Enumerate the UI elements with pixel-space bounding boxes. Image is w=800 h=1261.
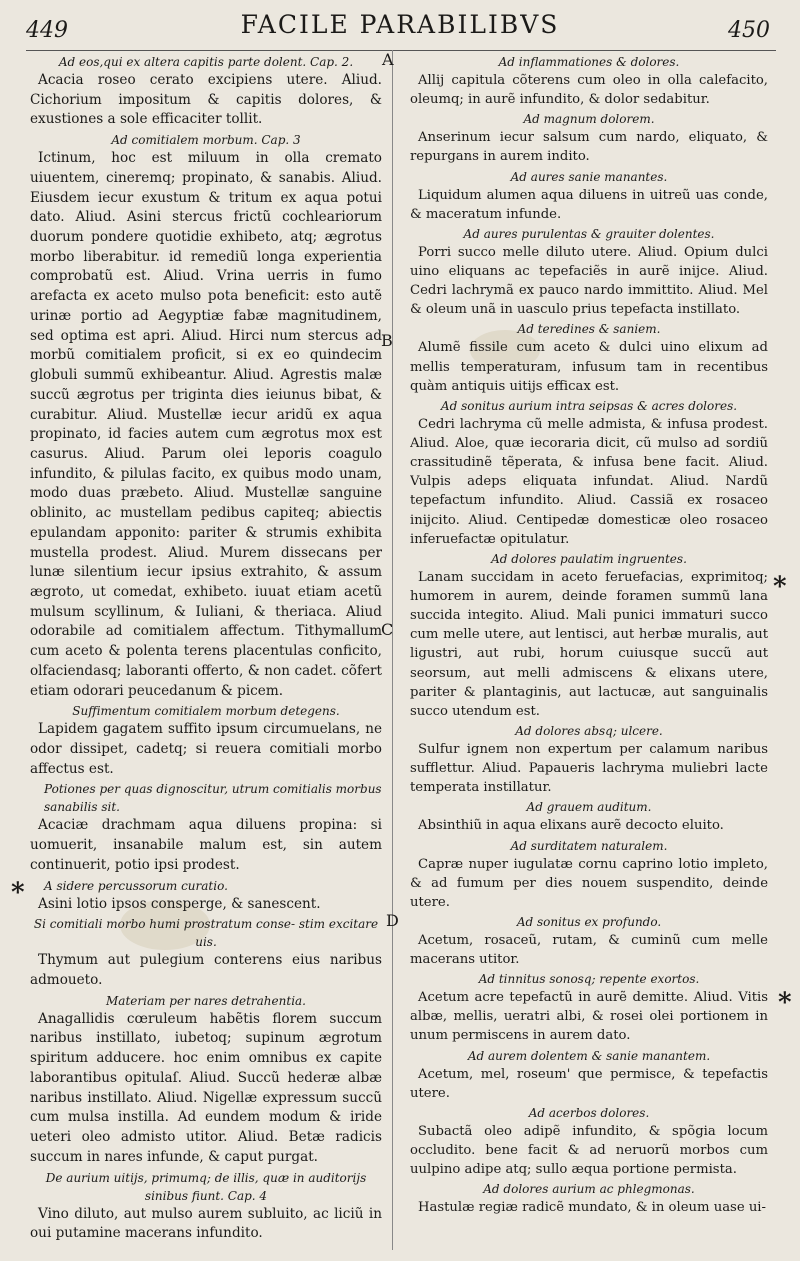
section-heading: A sidere percussorum curatio. — [44, 878, 228, 893]
section-heading: Ad aures purulentas & grauiter dolentes. — [463, 226, 715, 241]
section-heading: Ad teredines & saniem. — [517, 322, 661, 337]
body-paragraph: Capræ nuper iugulatæ cornu caprino lotio impleto, & ad fumum per dies nouem suspendito, deinde utere. — [410, 856, 768, 910]
section-heading: Ad dolores absq; ulcere. — [515, 723, 663, 738]
body-paragraph: Thymum aut pulegium conterens eius naribus admoueto. — [30, 952, 382, 989]
section-heading: Ad eos,qui ex altera capitis parte dolent. Cap. 2. — [58, 55, 354, 69]
margin-asterisk: * — [773, 572, 787, 602]
left-column — [30, 52, 382, 1244]
body-paragraph: Porri succo melle diluto utere. Aliud. Opium dulci uino eliquans ac tepefaciẽs in aurẽ inijce. Aliud. Cedri lachrymã ex pauco nardo immittito. Aliud. Mel & oleum unã in uasculo prius tepefacta instillato. — [410, 244, 768, 318]
running-header — [0, 0, 800, 52]
section-heading: Suffimentum comitialem morbum detegens. — [72, 704, 340, 719]
section-heading: Ad aurem dolentem & sanie manantem. — [467, 1048, 711, 1063]
section-heading: Ad magnum dolorem. — [523, 112, 655, 127]
section-heading: Si comitiali morbo humi prostratum conse- stim excitare uis. — [33, 917, 379, 950]
body-paragraph: Ictinum, hoc est miluum in olla cremato uiuentem, cineremq; propinato, & sanabis. Aliud. Eiusdem iecur exustum & tritum ex aqua potui dato. Aliud. Asini stercus frictũ cochleariorum duorum pondere quotidie exhibeto, atq; ægrotus morbo liberabitur. id remediũ longa experientia comprobatũ est. Aliud. Vrina uerris in fumo arefacta ex aceto mulso pota beneficit: esto autẽ urinæ portio ad Aegyptiæ fabæ magnitudinem, sed optima est apri. Aliud. Hirci num stercus ad morbũ comitialem proficit, si ex eo quindecim globuli summũ exhibeantur. Aliud. Agrestis malæ succũ ægrotus per triginta dies ieiunus bibat, & curabitur. Aliud. Mustellæ iecur aridũ ex aqua propinato, id facies autem cum ægrotus mox est casurus. Aliud. Parum olei leporis coagulo infundito, & pilulas facito, ex quibus modo unam, modo duas præbeto. Aliud. Mustellæ sanguine oblinito, ac mustellam pedibus capiteq; abiectis epulandam apponito: pariter & strumis exhibita mustella prodest. Aliud. Murem dissecans per lunæ silentium iecur ipsius extrahito, & assum ægroto, ut comedat, exhibeto. iuuat etiam acetũ mulsum scyllinum, & Iuliani, & theriaca. Aliud odorabile ad comitialem affectum. Tithymallum cum aceto & polenta terens placentulas conficito, olfaciendasq; laboranti offerto, & non cadet. cõfert etiam odorari peucedanum & picem. — [30, 150, 382, 699]
page-number-left: 449 — [26, 18, 68, 43]
body-paragraph: Acetum, rosaceũ, rutam, & cuminũ cum melle macerans utitor. — [410, 932, 768, 968]
margin-letter-a: A — [382, 50, 394, 69]
running-title: FACILE PARABILIBVS — [240, 10, 560, 39]
body-paragraph: Liquidum alumen aqua diluens in uitreũ uas conde, & maceratum infunde. — [410, 187, 768, 222]
body-paragraph: Anserinum iecur salsum cum nardo, eliquato, & repurgans in aurem indito. — [410, 130, 768, 165]
section-heading: Ad comitialem morbum. Cap. 3 — [111, 133, 301, 148]
section-heading: Ad surditatem naturalem. — [510, 838, 668, 853]
body-paragraph: Cedri lachryma cũ melle admista, & infusa prodest. Aliud. Aloe, quæ iecoraria dicit, cũ mulso ad sordiũ crassitudinẽ tẽperata, & infusa bene facit. Aliud. Vulpis adeps eliquata infundat. Aliud. Nardũ tepefactum infundito. Aliud. Cassiã ex rosaceo inijcito. Aliud. Centipedæ domesticæ oleo rosaceo inferuefactæ opitulatur. — [410, 416, 768, 547]
section-heading: Ad grauem auditum. — [526, 800, 652, 815]
body-paragraph: Lanam succidam in aceto feruefacias, exprimitoq; humorem in aurem, deinde foramen summũ lana succida integito. Aliud. Mali punici immaturi succo cum melle utere, aut lentisci, aut herbæ muralis, aut ligustri, aut rubi, horum cuiusque succũ aut seorsum, aut melli admiscens & elixans utere, pariter & plantaginis, aut lactucæ, aut sanguinalis succo utendum est. — [410, 569, 768, 719]
body-paragraph: Acetum acre tepefactũ in aurẽ demitte. Aliud. Vitis albæ, mellis, ueratri albi, & rosei olei portionem in unum permiscens in aurem dato. — [410, 990, 768, 1044]
body-paragraph: Acaciæ drachmam aqua diluens propina: si uomuerit, insanabile malum est, sin autem continuerit, potio ipsi prodest. — [30, 817, 382, 873]
section-heading: Ad sonitus ex profundo. — [516, 914, 662, 929]
body-paragraph: Alumẽ fissile cum aceto & dulci uino elixum ad mellis temperaturam, infusum tam in recentibus quàm antiquis uitijs efficax est. — [410, 340, 768, 394]
body-paragraph: Subactã oleo adipẽ infundito, & spõgia locum occludito. bene facit & ad neruorũ morbos cum uulpino adipe atq; sullo æqua portione permista. — [410, 1123, 768, 1178]
body-paragraph: Lapidem gagatem suffito ipsum circumuelans, ne odor dissipet, cadetq; si reuera comitiali morbo affectus est. — [30, 721, 382, 777]
column-divider — [392, 50, 393, 1250]
section-heading: Ad inflammationes & dolores. — [498, 55, 680, 69]
section-heading: Ad acerbos dolores. — [528, 1105, 650, 1120]
body-paragraph: Absinthiũ in aqua elixans aurẽ decocto eluito. — [418, 818, 724, 834]
right-column — [410, 52, 768, 1217]
section-heading: Potiones per quas dignoscitur, utrum comitialis morbus sanabilis sit. — [44, 782, 382, 815]
section-heading: Ad sonitus aurium intra seipsas & acres dolores. — [440, 398, 738, 413]
section-heading: Ad dolores aurium ac phlegmonas. — [483, 1182, 695, 1197]
body-paragraph: Asini lotio ipsos consperge, & sanescent. — [38, 895, 321, 912]
body-paragraph: Acacia roseo cerato excipiens utere. Aliud. Cichorium impositum & capitis dolores, & exustiones a sole efficaciter tollit. — [30, 72, 382, 128]
section-heading: Materiam per nares detrahentia. — [106, 993, 306, 1008]
margin-letter-b: B — [381, 331, 393, 350]
margin-letter-d: D — [386, 911, 399, 930]
header-rule — [26, 50, 776, 51]
section-heading: Ad tinnitus sonosq; repente exortos. — [478, 972, 700, 987]
margin-letter-c: C — [381, 620, 394, 639]
body-paragraph: Allij capitula cõterens cum oleo in olla calefacito, oleumq; in aurẽ infundito, & dolor sedabitur. — [410, 73, 768, 108]
body-paragraph: Vino diluto, aut mulso aurem subluito, ac liciũ in oui putamine macerans infundito. — [30, 1205, 382, 1242]
page-number-right: 450 — [728, 18, 770, 43]
margin-asterisk: * — [778, 988, 792, 1018]
section-heading: Ad aures sanie manantes. — [510, 169, 668, 184]
margin-asterisk: * — [11, 878, 25, 908]
body-paragraph: Acetum, mel, roseum' que permisce, & tepefactis utere. — [410, 1066, 768, 1101]
section-heading: De aurium uitijs, primumq; de illis, quæ in auditorijs sinibus fiunt. Cap. 4 — [45, 1170, 367, 1203]
body-paragraph: Hastulæ regiæ radicẽ mundato, & in oleum uase ui- — [418, 1200, 766, 1216]
body-paragraph: Sulfur ignem non expertum per calamum naribus sufflettur. Aliud. Papaueris lachryma muliebri lacte temperata instillatur. — [410, 741, 768, 796]
body-paragraph: Anagallidis cœruleum habẽtis florem succum naribus instillato, iubetoq; supinum ægrotum spiritum adducere. hoc enim omnibus ex capite laborantibus opitulaſ. Aliud. Succũ hederæ albæ naribus instillato. Aliud. Nigellæ expressum succũ cum mulsa instilla. Ad eundem modum & iride ueteri oleo admisto utitor. Aliud. Betæ radicis succum in nares infunde, & caput purgat. — [30, 1010, 382, 1165]
section-heading: Ad dolores paulatim ingruentes. — [491, 551, 687, 566]
